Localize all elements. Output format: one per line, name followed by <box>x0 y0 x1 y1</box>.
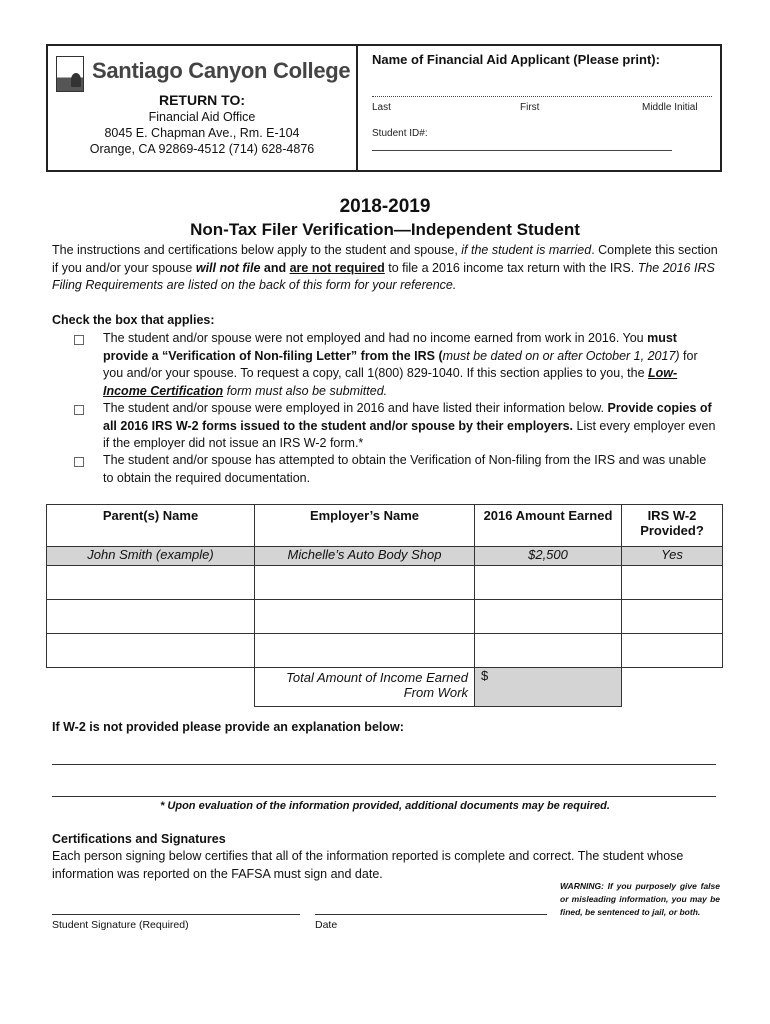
col-header-employer: Employer’s Name <box>255 505 475 547</box>
middle-initial-label: Middle Initial <box>642 102 698 113</box>
table-example-row <box>47 547 723 566</box>
explanation-line-1[interactable] <box>52 764 716 765</box>
table-total-row <box>47 668 723 707</box>
amount-cell[interactable] <box>475 566 622 600</box>
col-header-w2: IRS W-2 Provided? <box>622 505 723 547</box>
last-name-label: Last <box>372 102 391 113</box>
table-row <box>47 634 723 668</box>
example-employer: Michelle’s Auto Body Shop <box>255 547 475 566</box>
w2-cell[interactable] <box>622 634 723 668</box>
applicant-block <box>358 46 720 170</box>
return-address-block <box>48 46 358 170</box>
certifications-text: Each person signing below certifies that all of the information reported is complete and correct. The student whose information was reported on the FAFSA must sign and date. <box>52 849 684 881</box>
option-1-text: The student and/or spouse were not employed and had no income earned from work in 2016. You must provide a “Verification of Non-filing Letter” from the IRS (must be dated on or after October 1, 2017) for you and/or your spouse. To request a copy, call 1(800) 829-1040. If this section applies to you, the Low-Income Certification form must also be submitted. <box>103 331 698 398</box>
check-box-heading: Check the box that applies: <box>52 313 215 327</box>
w2-cell[interactable] <box>622 600 723 634</box>
option-2-text: The student and/or spouse were employed in 2016 and have listed their information below. Provide copies of all 2016 IRS W-2 forms issued to the student and/or spouse by their employers. List every employer even if the employer did not issue an IRS W-2 form.* <box>103 401 716 450</box>
table-row <box>47 566 723 600</box>
office-name: Financial Aid Office <box>148 110 256 124</box>
college-logo-icon <box>56 56 84 92</box>
example-w2: Yes <box>622 547 723 566</box>
form-year: 2018-2019 <box>339 196 431 217</box>
header-box <box>46 44 722 172</box>
warning-text: WARNING: If you purposely give false or misleading information, you may be fined, be sentenced to jail, or both. <box>560 881 720 917</box>
first-name-label: First <box>520 102 540 113</box>
option-1-checkbox[interactable] <box>74 335 84 345</box>
amount-cell[interactable] <box>475 634 622 668</box>
parent-name-cell[interactable] <box>47 634 255 668</box>
w2-cell[interactable] <box>622 566 723 600</box>
intro-paragraph: The instructions and certifications below apply to the student and spouse, if the student is married. Complete this section if you and/or your spouse will not file and are not required to file a 2016 income tax return with the IRS. The 2016 IRS Filing Requirements are listed on the back of this form for your reference. <box>52 243 718 292</box>
student-signature-field[interactable] <box>52 914 300 915</box>
option-3-checkbox[interactable] <box>74 457 84 467</box>
example-amount: $2,500 <box>475 547 622 566</box>
explanation-line-2[interactable] <box>52 796 716 797</box>
evaluation-note: * Upon evaluation of the information provided, additional documents may be required. <box>160 800 610 812</box>
table-header-row <box>47 505 723 547</box>
col-header-amount: 2016 Amount Earned <box>475 505 622 547</box>
explanation-heading: If W-2 is not provided please provide an explanation below: <box>52 720 404 734</box>
total-income-field[interactable]: $ <box>475 668 622 707</box>
employer-cell[interactable] <box>255 634 475 668</box>
total-income-label: Total Amount of Income Earned From Work <box>255 668 475 707</box>
certifications-heading: Certifications and Signatures <box>52 832 226 846</box>
student-id-field[interactable] <box>372 150 672 151</box>
table-row <box>47 600 723 634</box>
date-label: Date <box>315 919 338 931</box>
student-id-label: Student ID#: <box>372 128 428 139</box>
applicant-name-label: Name of Financial Aid Applicant (Please print): <box>372 52 660 67</box>
return-to-label: RETURN TO: <box>158 92 246 108</box>
col-header-parent-name: Parent(s) Name <box>47 505 255 547</box>
parent-name-cell[interactable] <box>47 566 255 600</box>
example-name: John Smith (example) <box>47 547 255 566</box>
employment-table <box>46 504 723 707</box>
applicant-name-field[interactable] <box>372 96 712 97</box>
employer-cell[interactable] <box>255 566 475 600</box>
date-field[interactable] <box>315 914 547 915</box>
address-line-1: 8045 E. Chapman Ave., Rm. E-104 <box>104 126 300 140</box>
address-line-2: Orange, CA 92869-4512 (714) 628-4876 <box>89 142 315 156</box>
student-signature-label: Student Signature (Required) <box>52 919 189 931</box>
parent-name-cell[interactable] <box>47 600 255 634</box>
form-title: Non-Tax Filer Verification—Independent Student <box>190 220 580 239</box>
option-2-checkbox[interactable] <box>74 405 84 415</box>
college-name: Santiago Canyon College <box>92 58 351 83</box>
amount-cell[interactable] <box>475 600 622 634</box>
option-3-text: The student and/or spouse has attempted to obtain the Verification of Non-filing from the IRS and was unable to obtain the required documentation. <box>103 453 707 485</box>
employer-cell[interactable] <box>255 600 475 634</box>
